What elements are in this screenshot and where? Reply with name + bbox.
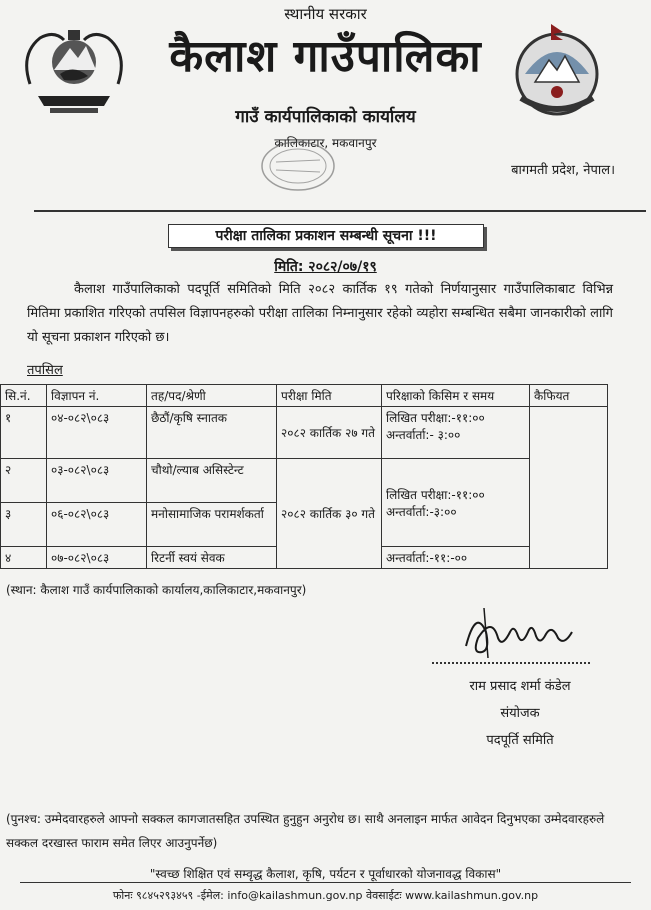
exam-schedule-table xyxy=(0,384,608,569)
details-label: तपसिल xyxy=(27,363,63,378)
row-serial: ३ xyxy=(1,503,47,547)
header-remarks: कैफियत xyxy=(530,385,608,407)
row-post: चौथो/ल्याब असिस्टेन्ट xyxy=(147,459,277,503)
row-post: छैठौं/कृषि स्नातक xyxy=(147,407,277,459)
written-exam-time: लिखित परीक्षा:-११:०० xyxy=(386,411,485,425)
row-serial: २ xyxy=(1,459,47,503)
signature-line xyxy=(432,662,590,664)
header-exam-date: परीक्षा मिति xyxy=(277,385,382,407)
header-divider xyxy=(34,210,646,212)
interview-time: अन्तर्वार्ता:-३:०० xyxy=(386,504,457,519)
exam-location-note: (स्थान: कैलाश गाउँ कार्यपालिकाको कार्यालय,कालिकाटार,मकवानपुर) xyxy=(6,583,307,597)
signer-name: राम प्रसाद शर्मा कंडेल xyxy=(469,679,571,694)
office-stamp-icon xyxy=(258,138,338,194)
interview-time: अन्तर्वार्ता:- ३:०० xyxy=(386,428,461,442)
row-exam-type: अन्तर्वार्ता:-११:-०० xyxy=(382,547,530,569)
table-header-row xyxy=(1,385,608,407)
local-government-label: स्थानीय सरकार xyxy=(284,5,367,23)
row-post: रिटर्नी स्वयं सेवक xyxy=(147,547,277,569)
signer-role: संयोजक xyxy=(500,706,540,721)
handwritten-signature-icon xyxy=(462,602,580,662)
row-exam-type xyxy=(382,407,530,459)
notice-date: मिति: २०८२/०७/१९ xyxy=(274,259,377,275)
table-row xyxy=(1,459,608,503)
row-ad-number: ०६-०८२\०८३ xyxy=(47,503,147,547)
row-serial: ४ xyxy=(1,547,47,569)
header-exam-type-time: परिक्षाको किसिम र समय xyxy=(382,385,530,407)
nepal-emblem-icon xyxy=(20,24,128,116)
row-ad-number: ०४-०८२\०८३ xyxy=(47,407,147,459)
row-exam-date xyxy=(277,407,382,459)
footer-contact: फोनः ९८४५२९३४५९ -ईमेल: info@kailashmun.gov.np वेवसाईटः www.kailashmun.gov.np xyxy=(112,889,539,902)
municipality-title: कैलाश गाउँपालिका xyxy=(169,31,482,82)
postscript-note: (पुनश्च: उम्मेदवारहरुले आफ्नो सक्कल कागजातसहित उपस्थित हुनुहुन अनुरोध छ। साथै अनलाइन मार्फत आवेदन दिनुभएका उम्मेदवारहरुले सक्कल दरखास्त फाराम समेत लिएर आउनुपर्नेछ) xyxy=(6,812,605,850)
row-ad-number: ०७-०८२\०८३ xyxy=(47,547,147,569)
row-remarks xyxy=(530,407,608,569)
row-post: मनोसामाजिक परामर्शकर्ता xyxy=(147,503,277,547)
table-row xyxy=(1,407,608,459)
signer-committee: पदपूर्ति समिति xyxy=(486,733,554,748)
notice-body: कैलाश गाउँपालिकाको पदपूर्ति समितिको मिति २०८२ कार्तिक १९ गतेको निर्णयानुसार गाउँपालिकाबाट विभिन्न मितिमा प्रकाशित गरिएको तपसिल विज्ञापनहरुको परीक्षा तालिका निम्नानुसार रहेको व्यहोरा सम्बन्धित सबैमा जानकारीको लागि यो सूचना प्रकाशन गरिएको छ। xyxy=(27,282,613,345)
header-serial: सि.नं. xyxy=(1,385,47,407)
written-exam-time: लिखित परीक्षा:-११:०० xyxy=(386,487,485,502)
row-serial: १ xyxy=(1,407,47,459)
notice-heading: परीक्षा तालिका प्रकाशन सम्बन्धी सूचना !!! xyxy=(168,224,484,248)
footer-slogan: "स्वच्छ शिक्षित एवं सम्वृद्ध कैलाश, कृषि, पर्यटन र पूर्वाधारको योजनावद्ध विकास" xyxy=(149,867,502,881)
header-ad-number: विज्ञापन नं. xyxy=(47,385,147,407)
office-name: गाउँ कार्यपालिकाको कार्यालय xyxy=(235,107,416,127)
office-address: कालिकाटार, मकवानपुर xyxy=(274,136,377,150)
municipality-logo-icon xyxy=(505,20,609,124)
footer-divider xyxy=(20,882,631,883)
header-post: तह/पद/श्रेणी xyxy=(147,385,277,407)
row-exam-date xyxy=(277,459,382,569)
row-ad-number: ०३-०८२\०८३ xyxy=(47,459,147,503)
exam-date-text: २०८२ कार्तिक ३० गते xyxy=(281,507,375,521)
province-label: बागमती प्रदेश, नेपाल। xyxy=(511,163,615,178)
row-exam-type xyxy=(382,459,530,547)
exam-date-text: २०८२ कार्तिक २७ गते xyxy=(281,426,375,440)
